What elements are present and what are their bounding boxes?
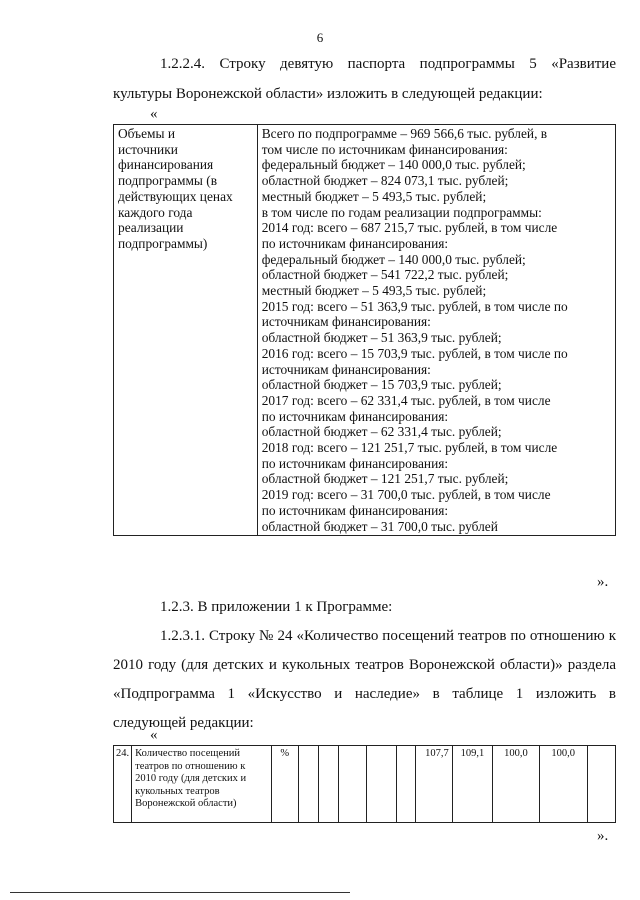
passport-line: областной бюджет – 15 703,9 тыс. рублей; bbox=[261, 377, 502, 393]
passport-line: 2015 год: всего – 51 363,9 тыс. рублей, в том числе по bbox=[261, 298, 568, 314]
passport-line: действующих ценах bbox=[118, 188, 233, 204]
passport-line: по источникам финансирования: bbox=[261, 502, 449, 518]
passport-line: реализации bbox=[118, 220, 184, 236]
indicator-value: 100,0 bbox=[493, 746, 539, 823]
passport-line: 2016 год: всего – 15 703,9 тыс. рублей, в том числе по bbox=[261, 345, 568, 361]
section-123: 1.2.3. В приложении 1 к Программе: bbox=[160, 599, 393, 615]
passport-line: областной бюджет – 541 722,2 тыс. рублей; bbox=[261, 267, 509, 283]
indicator-value bbox=[318, 746, 338, 823]
passport-line: 2014 год: всего – 687 215,7 тыс. рублей, в том числе bbox=[261, 220, 558, 236]
passport-line: областной бюджет – 51 363,9 тыс. рублей; bbox=[261, 330, 502, 346]
open-quote-2: « bbox=[150, 727, 158, 743]
passport-line: 2017 год: всего – 62 331,4 тыс. рублей, в том числе bbox=[261, 392, 551, 408]
close-quote-2: ». bbox=[597, 828, 609, 844]
indicator-value bbox=[298, 746, 318, 823]
passport-line: подпрограммы) bbox=[118, 235, 208, 251]
page-number: 6 bbox=[316, 30, 324, 45]
section-1231-line1: 1.2.3.1. Строку № 24 «Количество посещений театров по отношению к bbox=[160, 628, 616, 644]
section-1231-line4: следующей редакции: bbox=[113, 715, 254, 731]
passport-line: местный бюджет – 5 493,5 тыс. рублей; bbox=[261, 188, 487, 204]
passport-line: областной бюджет – 31 700,0 тыс. рублей bbox=[261, 518, 498, 534]
section-1231-line2: 2010 году (для детских и кукольных театров Воронежской области)» раздела bbox=[113, 657, 616, 673]
footer-rule bbox=[10, 892, 350, 893]
passport-line: подпрограммы (в bbox=[118, 173, 218, 189]
indicator-unit: % bbox=[272, 746, 299, 823]
section-1224-line2: культуры Воронежской области» изложить в следующей редакции: bbox=[113, 86, 543, 102]
passport-line: каждого года bbox=[118, 204, 193, 220]
indicator-value: 109,1 bbox=[452, 746, 493, 823]
passport-line: финансирования bbox=[118, 157, 214, 173]
passport-line: источники bbox=[118, 141, 178, 157]
passport-line: областной бюджет – 824 073,1 тыс. рублей; bbox=[261, 173, 509, 189]
passport-label-cell bbox=[114, 125, 258, 536]
indicator-value bbox=[397, 746, 416, 823]
passport-line: в том числе по годам реализации подпрограммы: bbox=[261, 204, 542, 220]
section-1224-line1: 1.2.2.4. Строку девятую паспорта подпрограммы 5 «Развитие bbox=[160, 56, 616, 72]
passport-table bbox=[113, 124, 616, 536]
indicator-value bbox=[367, 746, 397, 823]
passport-line: федеральный бюджет – 140 000,0 тыс. рублей; bbox=[261, 157, 526, 173]
table-row bbox=[114, 746, 616, 823]
passport-line: источникам финансирования: bbox=[261, 361, 431, 377]
passport-line: том числе по источникам финансирования: bbox=[261, 141, 508, 157]
passport-line: по источникам финансирования: bbox=[261, 408, 449, 424]
indicator-value bbox=[587, 746, 615, 823]
passport-line: областной бюджет – 121 251,7 тыс. рублей; bbox=[261, 471, 509, 487]
passport-line: местный бюджет – 5 493,5 тыс. рублей; bbox=[261, 283, 487, 299]
indicator-value: 107,7 bbox=[415, 746, 452, 823]
passport-line: федеральный бюджет – 140 000,0 тыс. рублей; bbox=[261, 251, 526, 267]
open-quote-1: « bbox=[150, 106, 158, 122]
close-quote-1: ». bbox=[597, 574, 609, 590]
indicator-table bbox=[113, 745, 616, 823]
section-1231-line3: «Подпрограмма 1 «Искусство и наследие» в таблице 1 изложить в bbox=[113, 686, 616, 702]
passport-line: 2019 год: всего – 31 700,0 тыс. рублей, в том числе bbox=[261, 487, 551, 503]
passport-line: 2018 год: всего – 121 251,7 тыс. рублей, в том числе bbox=[261, 440, 558, 456]
indicator-value bbox=[339, 746, 367, 823]
passport-line: по источникам финансирования: bbox=[261, 455, 449, 471]
passport-value-cell bbox=[257, 125, 615, 536]
passport-line: Объемы и bbox=[118, 126, 176, 141]
indicator-value: 100,0 bbox=[539, 746, 587, 823]
passport-line: Всего по подпрограмме – 969 566,6 тыс. рублей, в bbox=[261, 126, 548, 141]
passport-line: источникам финансирования: bbox=[261, 314, 431, 330]
indicator-name: Количество посещений театров по отношению к 2010 году (для детских и кукольных театров Воронежской области) bbox=[132, 746, 272, 823]
passport-line: областной бюджет – 62 331,4 тыс. рублей; bbox=[261, 424, 502, 440]
indicator-number: 24. bbox=[114, 746, 132, 823]
passport-line: по источникам финансирования: bbox=[261, 235, 449, 251]
